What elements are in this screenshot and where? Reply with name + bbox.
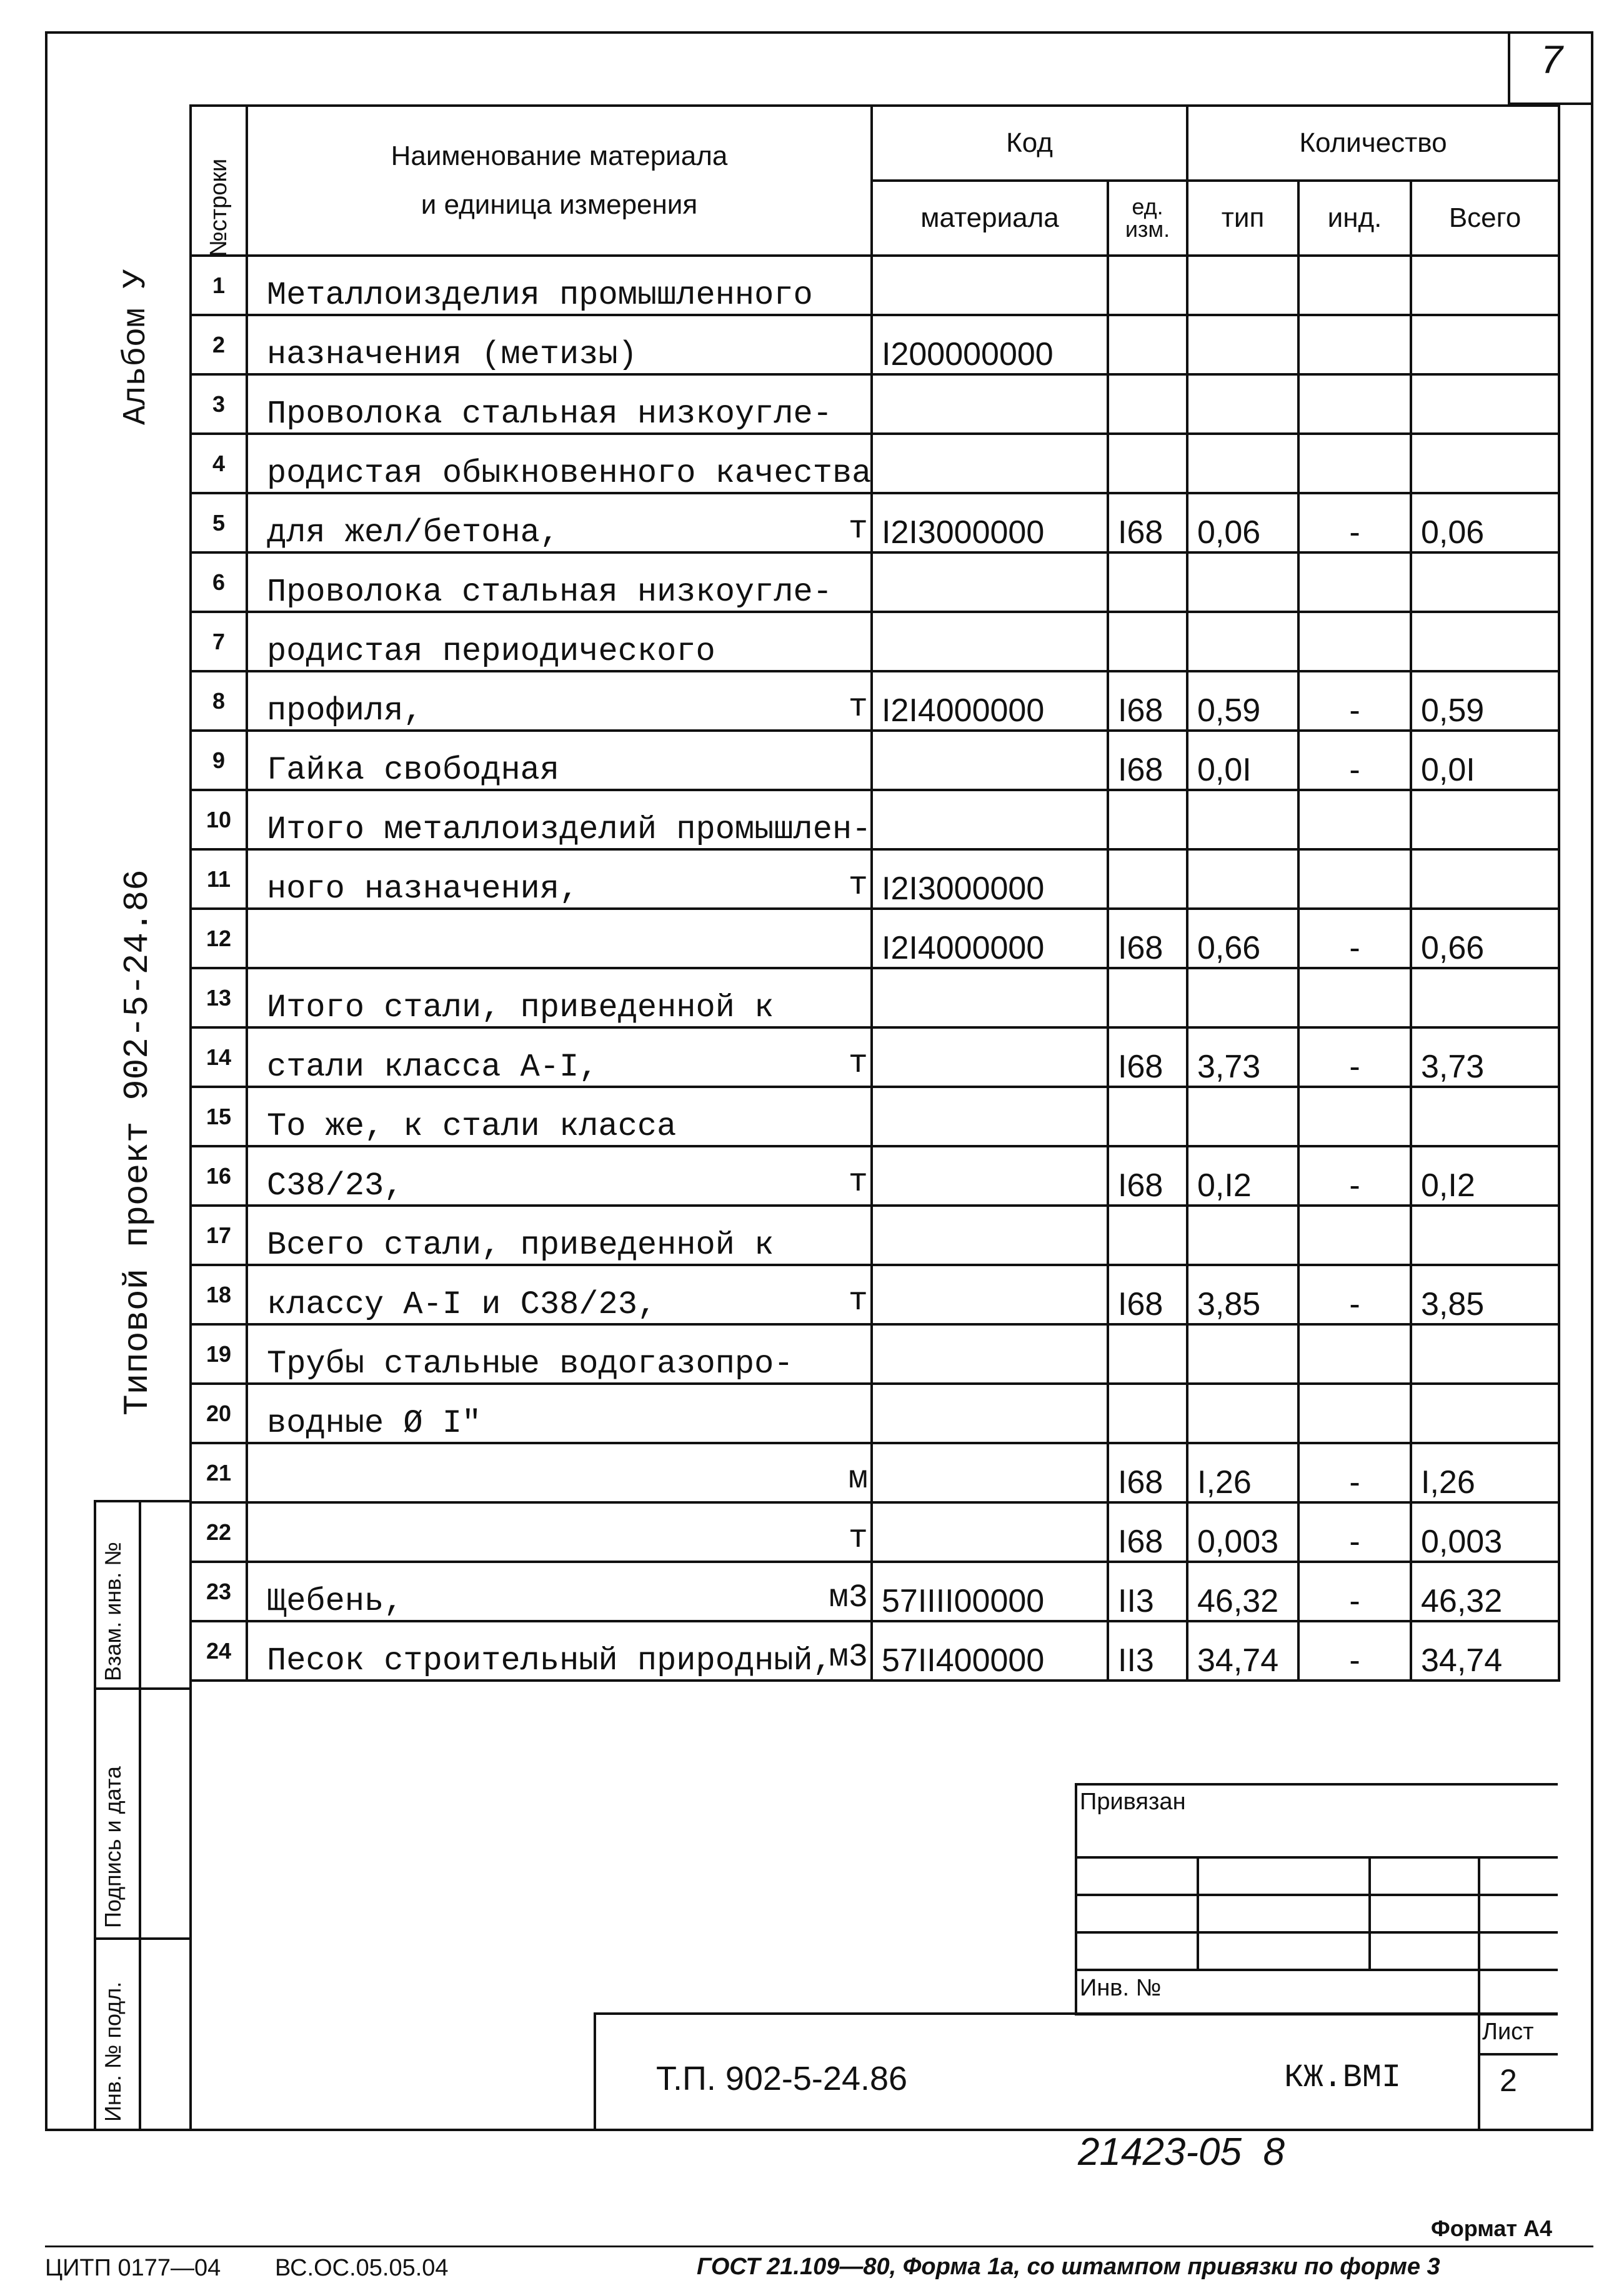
row-code — [872, 1443, 1108, 1502]
row-number: 19 — [191, 1324, 247, 1384]
row-number: 16 — [191, 1146, 247, 1206]
privyazan-label: Привязан — [1080, 1789, 1186, 1815]
row-ind — [1298, 434, 1411, 493]
row-eu — [1108, 1384, 1187, 1443]
row-number: 3 — [191, 374, 247, 434]
row-code: I2I4000000 — [872, 909, 1108, 968]
stamp-vline-2 — [1368, 1856, 1371, 1969]
row-eu — [1108, 434, 1187, 493]
row-eu — [1108, 552, 1187, 612]
stamp-hline-3 — [1075, 1931, 1558, 1934]
row-number: 10 — [191, 790, 247, 849]
row-number: 21 — [191, 1443, 247, 1502]
row-code — [872, 552, 1108, 612]
row-name-cell — [247, 374, 872, 434]
row-unit: м — [848, 1461, 868, 1497]
row-typ — [1187, 315, 1298, 374]
table-row — [191, 256, 1559, 315]
row-typ: 0,003 — [1187, 1502, 1298, 1562]
row-typ — [1187, 968, 1298, 1027]
row-total — [1411, 790, 1559, 849]
stamp-hline-2 — [1075, 1894, 1558, 1896]
table-row — [191, 1146, 1559, 1206]
row-code — [872, 1027, 1108, 1087]
row-name: классу А-I и С38/23, — [267, 1286, 657, 1323]
row-typ — [1187, 790, 1298, 849]
row-name-cell — [247, 1502, 872, 1562]
row-number: 6 — [191, 552, 247, 612]
row-code — [872, 1502, 1108, 1562]
table-row — [191, 1027, 1559, 1087]
row-typ: 0,0I — [1187, 731, 1298, 790]
row-name: С38/23, — [267, 1167, 404, 1204]
table-row — [191, 315, 1559, 374]
row-total: 0,06 — [1411, 493, 1559, 552]
row-code — [872, 256, 1108, 315]
table-row — [191, 1087, 1559, 1146]
row-name: Гайка свободная — [267, 752, 560, 789]
row-name-cell — [247, 1621, 872, 1681]
row-ind — [1298, 968, 1411, 1027]
row-code: 57II400000 — [872, 1621, 1108, 1681]
row-number: 15 — [191, 1087, 247, 1146]
row-ind — [1298, 552, 1411, 612]
table-row — [191, 493, 1559, 552]
row-name: ного назначения, — [267, 871, 579, 907]
row-number: 22 — [191, 1502, 247, 1562]
row-ind: - — [1298, 1146, 1411, 1206]
table-row — [191, 552, 1559, 612]
row-total — [1411, 849, 1559, 909]
row-name: Проволока стальная низкоугле- — [267, 396, 832, 432]
row-name-cell — [247, 1087, 872, 1146]
table-row — [191, 1443, 1559, 1502]
row-eu: I68 — [1108, 1502, 1187, 1562]
row-name-cell — [247, 315, 872, 374]
row-eu: I68 — [1108, 493, 1187, 552]
side-stamp-vzam: Взам. инв. № — [100, 1541, 126, 1681]
side-stamp-inv-podl: Инв. № подл. — [100, 1981, 126, 2122]
header-code-material: материала — [872, 181, 1108, 256]
header-code: Код — [872, 106, 1187, 181]
page-number: 7 — [1539, 39, 1564, 86]
row-ind: - — [1298, 1443, 1411, 1502]
list-number: 2 — [1500, 2063, 1517, 2098]
row-typ: 0,59 — [1187, 671, 1298, 731]
row-total: 46,32 — [1411, 1562, 1559, 1621]
row-name: Итого стали, приведенной к — [267, 989, 774, 1026]
row-total — [1411, 552, 1559, 612]
row-name-cell — [247, 1206, 872, 1265]
row-name: То же, к стали класса — [267, 1108, 677, 1145]
row-number: 14 — [191, 1027, 247, 1087]
row-number: 1 — [191, 256, 247, 315]
row-ind: - — [1298, 1265, 1411, 1324]
row-name-cell — [247, 434, 872, 493]
row-name: назначения (метизы) — [267, 336, 637, 373]
row-number: 18 — [191, 1265, 247, 1324]
row-eu — [1108, 374, 1187, 434]
row-eu: I68 — [1108, 671, 1187, 731]
stamp-hline-4 — [1075, 1969, 1558, 1971]
row-total — [1411, 1206, 1559, 1265]
row-ind — [1298, 1384, 1411, 1443]
row-code: 57IIII00000 — [872, 1562, 1108, 1621]
row-unit: м3 — [829, 1639, 868, 1676]
row-name-cell — [247, 849, 872, 909]
row-typ: 0,66 — [1187, 909, 1298, 968]
row-code — [872, 1206, 1108, 1265]
row-name: родистая обыкновенного качества — [267, 455, 872, 492]
row-eu: II3 — [1108, 1621, 1187, 1681]
row-total: 0,59 — [1411, 671, 1559, 731]
materials-table — [189, 104, 1560, 1682]
row-name-cell — [247, 968, 872, 1027]
row-name-cell — [247, 256, 872, 315]
row-name-cell — [247, 1265, 872, 1324]
row-ind — [1298, 612, 1411, 671]
row-name-cell — [247, 790, 872, 849]
row-name-cell — [247, 731, 872, 790]
row-name: стали класса А-I, — [267, 1049, 599, 1086]
row-code: I200000000 — [872, 315, 1108, 374]
row-unit: т — [848, 867, 868, 904]
row-ind — [1298, 374, 1411, 434]
row-total: I,26 — [1411, 1443, 1559, 1502]
row-name: для жел/бетона, — [267, 514, 560, 551]
row-unit: м3 — [829, 1579, 868, 1616]
table-row — [191, 1265, 1559, 1324]
side-album: Альбом У — [117, 269, 154, 425]
row-typ: 46,32 — [1187, 1562, 1298, 1621]
row-name: Итого металлоизделий промышлен- — [267, 811, 872, 848]
row-number: 12 — [191, 909, 247, 968]
row-eu: I68 — [1108, 909, 1187, 968]
table-row — [191, 968, 1559, 1027]
row-name-cell — [247, 1562, 872, 1621]
row-typ — [1187, 1384, 1298, 1443]
side-stamp-vertical — [139, 1500, 141, 2131]
row-eu — [1108, 968, 1187, 1027]
list-label: Лист — [1482, 2019, 1534, 2045]
row-total: 34,74 — [1411, 1621, 1559, 1681]
row-ind: - — [1298, 731, 1411, 790]
title-block-list-line — [1478, 2053, 1558, 2056]
row-typ — [1187, 1087, 1298, 1146]
row-ind: - — [1298, 1621, 1411, 1681]
row-typ: 3,73 — [1187, 1027, 1298, 1087]
row-name: Металлоизделия промышленного — [267, 277, 813, 314]
side-stamp-podpis: Подпись и дата — [100, 1766, 126, 1928]
table-row — [191, 1562, 1559, 1621]
table-row — [191, 1384, 1559, 1443]
row-number: 20 — [191, 1384, 247, 1443]
row-number: 24 — [191, 1621, 247, 1681]
row-typ — [1187, 849, 1298, 909]
row-code: I2I4000000 — [872, 671, 1108, 731]
row-unit: т — [848, 1520, 868, 1557]
row-total — [1411, 374, 1559, 434]
row-eu: I68 — [1108, 1027, 1187, 1087]
row-code — [872, 1146, 1108, 1206]
table-row — [191, 1621, 1559, 1681]
row-name: родистая периодического — [267, 633, 715, 670]
row-code: I2I3000000 — [872, 493, 1108, 552]
row-total — [1411, 1324, 1559, 1384]
row-number: 7 — [191, 612, 247, 671]
row-number: 9 — [191, 731, 247, 790]
row-eu: II3 — [1108, 1562, 1187, 1621]
row-number: 17 — [191, 1206, 247, 1265]
side-stamp-divider-2 — [94, 1937, 192, 1940]
row-name-cell — [247, 493, 872, 552]
row-total — [1411, 1087, 1559, 1146]
header-qty-total: Всего — [1411, 181, 1559, 256]
table-row — [191, 1502, 1559, 1562]
row-name-cell — [247, 1146, 872, 1206]
row-ind: - — [1298, 493, 1411, 552]
row-number: 4 — [191, 434, 247, 493]
row-code — [872, 434, 1108, 493]
row-name-cell — [247, 1324, 872, 1384]
row-typ: 0,06 — [1187, 493, 1298, 552]
row-name: Щебень, — [267, 1583, 404, 1620]
header-code-unit: ед. изм. — [1108, 181, 1187, 256]
row-total: 0,003 — [1411, 1502, 1559, 1562]
row-name-cell — [247, 1443, 872, 1502]
row-total — [1411, 612, 1559, 671]
row-unit: т — [848, 1164, 868, 1201]
row-ind — [1298, 1324, 1411, 1384]
row-name: профиля, — [267, 692, 423, 729]
title-block-vline — [1478, 2012, 1480, 2131]
row-unit: т — [848, 689, 868, 726]
row-name-cell — [247, 552, 872, 612]
row-ind: - — [1298, 1562, 1411, 1621]
row-typ — [1187, 1206, 1298, 1265]
row-code: I2I3000000 — [872, 849, 1108, 909]
table-row — [191, 731, 1559, 790]
row-code — [872, 374, 1108, 434]
row-ind — [1298, 849, 1411, 909]
title-project: Т.П. 902-5-24.86 — [656, 2060, 908, 2097]
row-typ — [1187, 434, 1298, 493]
footer-rule — [45, 2246, 1593, 2247]
row-total: 0,I2 — [1411, 1146, 1559, 1206]
stamp-vline-3 — [1478, 1856, 1480, 2016]
row-eu — [1108, 1087, 1187, 1146]
stamp-vline-1 — [1197, 1856, 1199, 1969]
row-typ — [1187, 256, 1298, 315]
row-typ: 0,I2 — [1187, 1146, 1298, 1206]
row-name-cell — [247, 1384, 872, 1443]
title-code: КЖ.ВМI — [1284, 2059, 1402, 2096]
row-typ: I,26 — [1187, 1443, 1298, 1502]
row-code — [872, 1324, 1108, 1384]
row-eu: I68 — [1108, 1443, 1187, 1502]
row-number: 5 — [191, 493, 247, 552]
row-unit: т — [848, 1282, 868, 1319]
header-row-number: №строки — [191, 106, 247, 256]
row-typ — [1187, 374, 1298, 434]
row-typ — [1187, 552, 1298, 612]
row-name-cell — [247, 1027, 872, 1087]
row-ind: - — [1298, 1502, 1411, 1562]
row-code — [872, 968, 1108, 1027]
row-total — [1411, 315, 1559, 374]
row-typ: 34,74 — [1187, 1621, 1298, 1681]
table-row — [191, 1324, 1559, 1384]
table-row — [191, 849, 1559, 909]
row-eu — [1108, 849, 1187, 909]
row-eu: I68 — [1108, 731, 1187, 790]
row-typ: 3,85 — [1187, 1265, 1298, 1324]
row-number: 2 — [191, 315, 247, 374]
row-name-cell — [247, 671, 872, 731]
row-eu — [1108, 612, 1187, 671]
row-total — [1411, 1384, 1559, 1443]
table-row — [191, 434, 1559, 493]
row-number: 8 — [191, 671, 247, 731]
inv-no-label: Инв. № — [1080, 1975, 1162, 2001]
row-typ — [1187, 612, 1298, 671]
row-total: 0,0I — [1411, 731, 1559, 790]
row-name-cell — [247, 612, 872, 671]
row-eu — [1108, 1206, 1187, 1265]
row-eu — [1108, 1324, 1187, 1384]
row-typ — [1187, 1324, 1298, 1384]
row-total: 0,66 — [1411, 909, 1559, 968]
stamp-hline-1 — [1075, 1856, 1558, 1859]
header-qty: Количество — [1187, 106, 1559, 181]
row-unit: т — [848, 511, 868, 547]
row-eu — [1108, 256, 1187, 315]
row-total: 3,73 — [1411, 1027, 1559, 1087]
format-label: Формат А4 — [1431, 2216, 1553, 2241]
row-number: 23 — [191, 1562, 247, 1621]
footer-mid: ВС.ОС.05.05.04 — [275, 2255, 449, 2281]
row-code — [872, 731, 1108, 790]
row-eu: I68 — [1108, 1146, 1187, 1206]
row-name: водные Ø I" — [267, 1405, 482, 1442]
table-row — [191, 612, 1559, 671]
table-row — [191, 790, 1559, 849]
table-row — [191, 671, 1559, 731]
row-number: 11 — [191, 849, 247, 909]
row-total: 3,85 — [1411, 1265, 1559, 1324]
row-name: Трубы стальные водогазопро- — [267, 1346, 794, 1382]
row-code — [872, 1265, 1108, 1324]
row-total — [1411, 968, 1559, 1027]
row-name: Всего стали, приведенной к — [267, 1227, 774, 1264]
row-code — [872, 1384, 1108, 1443]
side-project: Типовой проект 902-5-24.86 — [117, 869, 157, 1416]
row-total — [1411, 256, 1559, 315]
row-ind — [1298, 790, 1411, 849]
table-row — [191, 374, 1559, 434]
row-code — [872, 790, 1108, 849]
row-ind: - — [1298, 671, 1411, 731]
row-ind — [1298, 1206, 1411, 1265]
row-code — [872, 1087, 1108, 1146]
row-ind: - — [1298, 1027, 1411, 1087]
row-name: Песок строительный природный, — [267, 1642, 832, 1679]
footer-left: ЦИТП 0177—04 — [45, 2255, 221, 2281]
row-ind — [1298, 1087, 1411, 1146]
row-ind: - — [1298, 909, 1411, 968]
handwritten-number: 21423-05 8 — [1078, 2131, 1285, 2174]
header-name: Наименование материала и единица измерения — [247, 106, 872, 256]
row-name: Проволока стальная низкоугле- — [267, 574, 832, 611]
row-ind — [1298, 256, 1411, 315]
side-stamp-divider-1 — [94, 1687, 192, 1690]
row-eu — [1108, 315, 1187, 374]
row-number: 13 — [191, 968, 247, 1027]
row-eu — [1108, 790, 1187, 849]
header-qty-type: тип — [1187, 181, 1298, 256]
row-total — [1411, 434, 1559, 493]
footer-right: ГОСТ 21.109—80, Форма 1а, со штампом привязки по форме 3 — [697, 2254, 1440, 2280]
header-qty-ind: инд. — [1298, 181, 1411, 256]
table-row — [191, 1206, 1559, 1265]
row-eu: I68 — [1108, 1265, 1187, 1324]
table-row — [191, 909, 1559, 968]
row-name-cell — [247, 909, 872, 968]
row-unit: т — [848, 1045, 868, 1082]
row-code — [872, 612, 1108, 671]
row-ind — [1298, 315, 1411, 374]
